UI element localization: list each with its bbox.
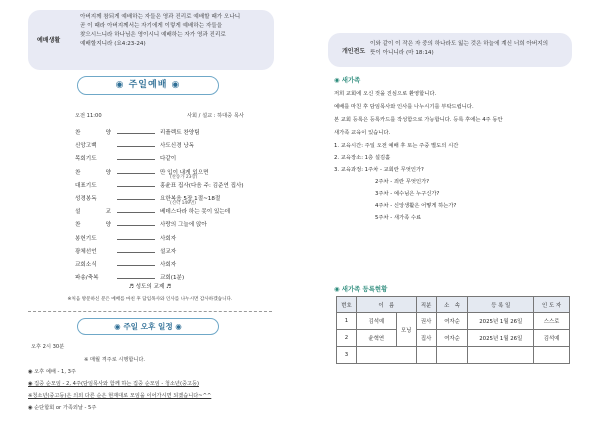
service-order-label: 교회소식	[75, 262, 97, 268]
table-cell: 3	[337, 347, 357, 364]
leader-line	[117, 239, 155, 240]
table-row	[337, 330, 570, 347]
service-order-content: 리플렉트 찬양팀	[160, 130, 200, 136]
table-cell	[436, 347, 468, 364]
service-order-row	[0, 245, 300, 257]
education-line: 3. 교육과정: 1주차 - 교회란 무엇인가?	[334, 167, 424, 173]
newcomer-line: 예배를 마친 후 담임목사와 인사를 나누시기를 부탁드립니다.	[334, 104, 474, 110]
column-header: 인 도 자	[534, 297, 570, 313]
leader-line	[117, 133, 155, 134]
leader-line	[117, 252, 155, 253]
service-order-content: 설교자	[160, 248, 177, 255]
register-heading: ◉ 새가족 등록현황	[334, 285, 388, 293]
service-order-label: 목회기도	[75, 156, 97, 163]
table-cell: 집사	[416, 330, 436, 347]
table-cell: 1	[337, 313, 357, 330]
table-cell	[416, 347, 436, 364]
table-cell: 김석예	[356, 313, 396, 330]
sunday-service-banner: ◉ 주일예배 ◉	[77, 76, 219, 95]
worship-verse-line: 곧 이 때라 아버지께서는 자기에게 이렇게 예배하는 자들을	[80, 23, 223, 30]
service-order-row	[0, 179, 300, 191]
service-order-content: 요한복음 5장 1절~18절	[160, 196, 221, 202]
education-line: 1. 교육시간: 주일 오전 예배 후 또는 주중 별도의 시간	[334, 143, 459, 149]
table-cell: 2	[337, 330, 357, 347]
table-header-row	[337, 297, 570, 313]
service-order-row	[0, 218, 300, 230]
schedule-item: ※청소년(중고등)은 의외 다른 순은 현재대로 모임을 이어가시면 되겠습니다~^^	[28, 393, 212, 399]
schedule-item: ◉ 순단합회 or 가족외날 - 5주	[28, 405, 97, 411]
column-header: 번호	[337, 297, 357, 313]
service-order-sub: (찬송가 23장)	[170, 174, 198, 180]
afternoon-note: ※ 매월 격주로 시행합니다.	[84, 357, 146, 363]
worship-verse-box	[28, 10, 274, 70]
evangelism-verse-line: 뜻이 아니니라 (마 18:14)	[370, 50, 434, 57]
service-order-label: 광체선언	[75, 248, 97, 255]
worship-verse-line: 예배할지니라 (요4:23-24)	[80, 41, 146, 48]
leader-line	[117, 278, 155, 279]
table-cell: 스스로	[534, 313, 570, 330]
service-order-content: 다같이	[160, 156, 177, 163]
leader-line	[117, 199, 155, 200]
visitor-notice: ※처음 방문하신 분은 예배를 마친 후 담임목사와 인사를 나누시면 감사하겠습니다.	[67, 297, 233, 302]
column-header: 소 속	[436, 297, 468, 313]
schedule-item: ◉ 오후 예배 - 1, 3주	[28, 369, 76, 375]
service-order-row	[0, 126, 300, 138]
service-order-content: 베데스다라 하는 못이 있는데	[160, 209, 231, 216]
service-order-row	[0, 152, 300, 164]
table-cell	[534, 347, 570, 364]
service-order-content: 사회자	[160, 235, 177, 242]
service-order-row	[0, 166, 300, 178]
afternoon-time: 오후 2시 30분	[31, 344, 65, 350]
table-cell: 여자순	[436, 313, 468, 330]
fellowship-text: ♬ 성도의 교제 ♬	[128, 284, 172, 290]
newcomer-line: 저희 교회에 오신 것을 진심으로 환영합니다.	[334, 91, 437, 97]
worship-verse-tag: 예배생활	[37, 37, 61, 44]
table-cell: 권사	[416, 313, 436, 330]
service-order-label: 신앙고백	[75, 143, 97, 150]
service-order-label: 찬 양	[75, 130, 111, 136]
afternoon-banner: ◉ 주일 오후 일정 ◉	[77, 318, 219, 335]
service-order-label: 봉헌기도	[75, 235, 97, 242]
service-order-label: 성경봉독	[75, 196, 97, 202]
newcomer-line: 새가족 교육이 있습니다.	[334, 130, 391, 136]
service-order-content: 사회자	[160, 262, 177, 268]
newcomer-heading: ◉ 새가족	[334, 76, 361, 84]
education-line: 2. 교육장소: 1층 설김홀	[334, 155, 391, 161]
worship-verse-line: 아버지께 참되게 예배하는 자들은 영과 진리로 예배할 때가 오나니	[80, 14, 241, 20]
column-header: 등 록 일	[468, 297, 534, 313]
column-header: 이 름	[356, 297, 416, 313]
leader-line	[117, 159, 155, 160]
curriculum-line: 3주차 - 예수님은 누구신가?	[375, 191, 440, 197]
table-cell: 김석예	[534, 330, 570, 347]
newcomer-register-table	[336, 296, 570, 364]
column-header: 직분	[416, 297, 436, 313]
service-order-row	[0, 192, 300, 204]
table-cell: 2025년 1월 26일	[468, 330, 534, 347]
table-cell	[468, 347, 534, 364]
newcomer-line: 본 교회 등록은 등록카드를 작성함으로 가능합니다. 등록 후에는 4주 동안	[334, 117, 503, 123]
worship-verse-text	[80, 13, 270, 49]
evangelism-verse-text	[370, 40, 570, 58]
table-row	[337, 313, 570, 330]
service-order-content: 홍윤표 집사(다음 주: 김준연 집사)	[160, 182, 244, 189]
schedule-item: ◉ 집중 순모임 - 2, 4주(담임목사와 함께 하는 집중 순모임 - 청소년(중고등)	[28, 381, 200, 387]
service-order-content: 사랑의 그늘에 앉아	[160, 222, 207, 229]
service-order-label: 파송/축복	[75, 275, 99, 282]
service-officiant: 사회 / 설교 : 하대중 목사	[187, 113, 244, 119]
curriculum-line: 5주차 - 새가족 수료	[375, 215, 422, 221]
leader-line	[117, 265, 155, 266]
service-time: 오전 11:00	[75, 113, 102, 119]
service-order-row	[0, 205, 300, 217]
service-order-label: 대표기도	[75, 182, 97, 189]
table-row	[337, 347, 570, 364]
leader-line	[117, 173, 155, 174]
table-cell: 2025년 1월 26일	[468, 313, 534, 330]
service-order-sub: (신약 149면)	[170, 201, 196, 206]
group-cell: 모닝	[396, 313, 416, 347]
service-order-content: 만 입이 내게 있으면	[160, 169, 209, 176]
table-cell: 윤혁연	[356, 330, 396, 347]
evangelism-verse-line: 이와 같이 이 작은 자 중의 하나라도 잃는 것은 하늘에 계신 너희 아버지의	[370, 41, 549, 47]
service-order-row	[0, 258, 300, 270]
service-order-label: 설 교	[75, 209, 111, 216]
leader-line	[117, 186, 155, 187]
leader-line	[117, 225, 155, 226]
evangelism-verse-tag: 개인전도	[342, 48, 366, 55]
service-order-label: 찬 양	[75, 169, 111, 176]
curriculum-line: 2주차 - 죄란 무엇인가?	[375, 179, 430, 185]
leader-line	[117, 212, 155, 213]
service-order-row	[0, 139, 300, 151]
curriculum-line: 4주차 - 신앙생활은 어떻게 하는가?	[375, 203, 457, 209]
service-order-content: 사도신경 낭독	[160, 143, 195, 150]
leader-line	[117, 146, 155, 147]
evangelism-verse-box	[328, 33, 572, 67]
worship-verse-line: 찾으시느니라 하나님은 영이시니 예배하는 자가 영과 진리로	[80, 32, 226, 39]
service-order-row	[0, 232, 300, 244]
service-order-content: 교회(1분)	[160, 275, 185, 282]
table-cell	[356, 347, 416, 364]
section-divider	[28, 311, 272, 312]
service-order-label: 찬 양	[75, 222, 111, 229]
table-cell: 여자순	[436, 330, 468, 347]
